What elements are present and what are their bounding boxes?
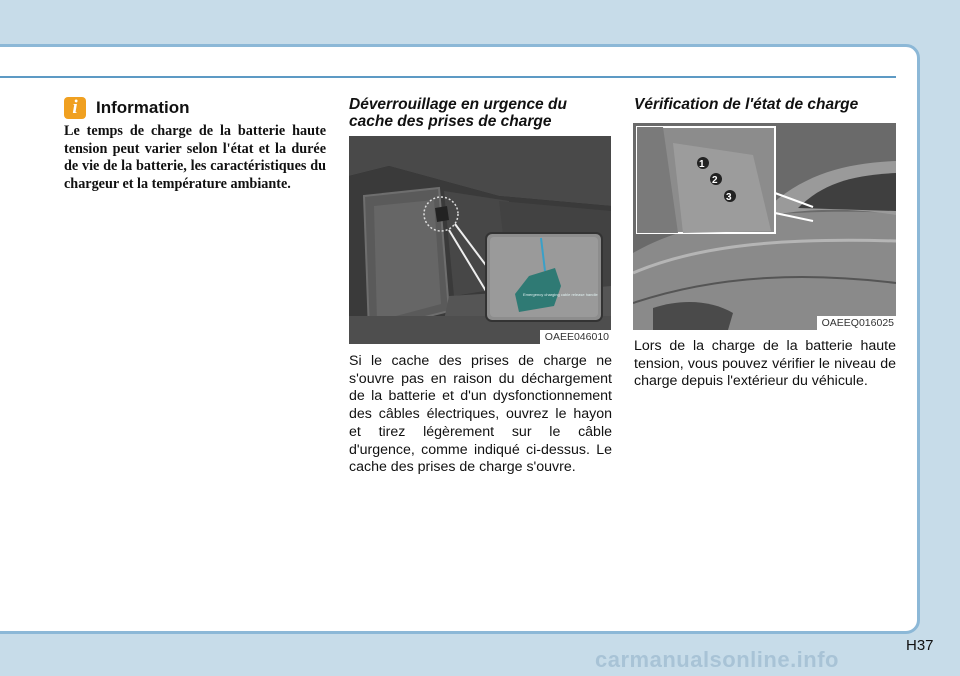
check-body: Lors de la charge de la batterie haute tension, vous pouvez vérifier le niveau de charge depuis l'extérieur du véhicule. bbox=[634, 338, 896, 390]
emergency-body: Si le cache des prises de charge ne s'ouvre pas en raison du déchargement de la batterie et d'un dysfonctionnement des câbles électriques, ouvrez le hayon et tirez légèrement sur le câble d'urgence, comme indiqué ci-dessus. Le cache des prises de charge s'ouvre. bbox=[349, 353, 612, 476]
info-header bbox=[64, 97, 190, 119]
trunk-illustration bbox=[349, 136, 611, 344]
watermark: carmanualsonline.info bbox=[595, 647, 839, 672]
info-body: Le temps de charge de la batterie haute tension peut varier selon l'état et la durée de vie de la batterie, les caractéristiques du chargeur et la température ambiante. bbox=[64, 123, 326, 193]
tag-label: Emergency charging cable release handle bbox=[523, 292, 598, 297]
check-section-title: Vérification de l'état de charge bbox=[634, 96, 859, 113]
car-figure bbox=[633, 123, 896, 330]
emergency-section-title: Déverrouillage en urgence du cache des prises de charge bbox=[349, 96, 567, 130]
marker-3: 3 bbox=[726, 192, 732, 203]
marker-2: 2 bbox=[712, 175, 718, 186]
figure-code-car: OAEEQ016025 bbox=[817, 316, 896, 330]
car-illustration bbox=[633, 123, 896, 330]
info-title: Information bbox=[96, 98, 190, 117]
info-icon: i bbox=[64, 97, 86, 119]
header-rule bbox=[0, 76, 896, 78]
marker-1: 1 bbox=[699, 159, 705, 170]
page-number: H37 bbox=[906, 637, 934, 654]
figure-code-trunk: OAEE046010 bbox=[540, 330, 611, 344]
trunk-figure bbox=[349, 136, 611, 344]
